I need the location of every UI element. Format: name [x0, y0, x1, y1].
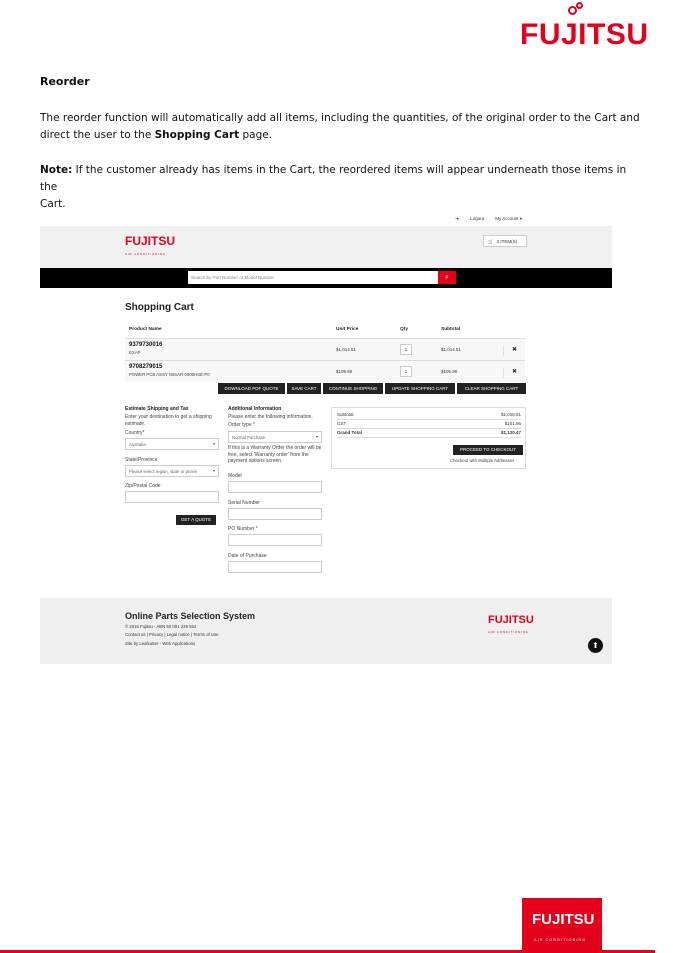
- row-subtotal: $1,014.51: [441, 347, 462, 352]
- page-footer-logo-tagline: AIR CONDITIONING: [534, 937, 587, 942]
- zip-input[interactable]: [125, 491, 219, 503]
- date-input[interactable]: [228, 561, 322, 573]
- site-logo[interactable]: FUJITSU: [125, 234, 176, 248]
- arrow-up-icon: ⬆: [592, 641, 599, 650]
- product-code[interactable]: 9708279015: [129, 364, 163, 370]
- search-icon: ⌕: [445, 274, 449, 281]
- qty-input[interactable]: 1: [400, 366, 412, 377]
- po-input[interactable]: [228, 534, 322, 546]
- proceed-to-checkout-button[interactable]: PROCEED TO CHECKOUT: [453, 445, 523, 455]
- product-code[interactable]: 9379730016: [129, 342, 163, 348]
- shipping-title: Estimate Shipping and Tax: [125, 406, 189, 412]
- site-logo-tagline: AIR CONDITIONING: [125, 252, 166, 256]
- po-label: PO Number *: [228, 526, 258, 532]
- product-desc: POWER PCB ASSY N0SAR-0900HSE-P0: [129, 372, 210, 377]
- product-desc: EXAP: [129, 350, 141, 355]
- logo-ring-icon: [576, 2, 583, 9]
- warranty-note: If this is a Warranty Order the order will be free, select 'Warranty order' from the payment options screen.: [228, 445, 322, 464]
- state-label: State/Province: [125, 457, 158, 463]
- serial-label: Serial Number: [228, 500, 260, 506]
- update-cart-button[interactable]: UPDATE SHOPPING CART: [385, 383, 455, 394]
- footer-title: Online Parts Selection System: [125, 611, 256, 621]
- site-footer: [40, 598, 612, 664]
- col-header-product: Product Name: [129, 327, 162, 332]
- state-select[interactable]: Please select region, state or provin ▾: [125, 465, 219, 477]
- search-input[interactable]: Search by Part Number or Model Number: [188, 271, 438, 284]
- footer-logo: FUJITSU: [488, 614, 534, 626]
- page-footer-logo: [522, 898, 602, 950]
- top-account-bar: [40, 210, 612, 226]
- country-select[interactable]: Australia ▾: [125, 438, 219, 450]
- reorder-description: The reorder function will automatically add all items, including the quantities, of the original order to the Cart and direct the user to the Shopping Cart page.: [40, 112, 640, 141]
- zip-label: Zip/Postal Code: [125, 483, 161, 489]
- remove-item-icon[interactable]: ✖: [503, 346, 525, 356]
- logo-wordmark: FUJITSU: [520, 18, 649, 51]
- shipping-intro: Enter your destination to get a shipping estimate.: [125, 414, 212, 427]
- note-paragraph: Note: If the customer already has items in the Cart, the reordered items will appear underneath those items in the Cart.: [40, 164, 627, 210]
- continue-shopping-button[interactable]: CONTINUE SHOPPING: [323, 383, 383, 394]
- gst-row: GST $101.96: [337, 421, 521, 429]
- save-cart-button[interactable]: SAVE CART: [287, 383, 321, 394]
- col-header-subtotal: Subtotal: [441, 327, 461, 332]
- logout-link[interactable]: ➜ Logout: [455, 216, 484, 221]
- footer-links[interactable]: Contact us | Privacy | Legal notice | Terms of Use: [125, 632, 219, 637]
- remove-item-icon[interactable]: ✖: [503, 368, 525, 378]
- additional-info-title: Additional Information: [228, 406, 282, 412]
- date-label: Date of Purchase: [228, 553, 267, 559]
- search-bar: [40, 268, 612, 288]
- additional-info-intro: Please enter the following information.: [228, 414, 313, 420]
- col-header-unit-price: Unit Price: [336, 327, 359, 332]
- page-title: Shopping Cart: [125, 302, 194, 313]
- page-footer-logo-wordmark: FUJITSU: [532, 911, 595, 928]
- chevron-down-icon: ▾: [212, 468, 215, 473]
- multi-address-link[interactable]: Checkout with Multiple Addresses: [450, 458, 515, 463]
- back-to-top-button[interactable]: [588, 638, 603, 653]
- order-type-select[interactable]: Normal Purchase ▾: [228, 431, 322, 443]
- cart-button[interactable]: 🛒 2 ITEM(S): [483, 235, 527, 247]
- section-heading: Reorder: [40, 75, 90, 88]
- chevron-down-icon: ▾: [315, 434, 318, 439]
- subtotal-row: Subtotal $1,018.51: [337, 412, 521, 420]
- footer-credit[interactable]: Site by Leafcutter - Web Applications: [125, 641, 196, 646]
- row-subtotal: $105.90: [441, 369, 458, 374]
- clear-cart-button[interactable]: CLEAR SHOPPING CART: [457, 383, 526, 394]
- unit-price: $1,014.51: [336, 347, 357, 352]
- country-label: Country*: [125, 430, 145, 436]
- footer-logo-tagline: AIR CONDITIONING: [488, 630, 529, 634]
- chevron-down-icon: ▾: [212, 441, 215, 446]
- download-pdf-quote-button[interactable]: DOWNLOAD PDF QUOTE: [218, 383, 285, 394]
- totals-panel: [331, 407, 526, 469]
- fujitsu-logo: [520, 2, 649, 62]
- serial-input[interactable]: [228, 508, 322, 520]
- grand-total-row: Grand Total $1,120.47: [337, 430, 521, 438]
- footer-copyright: © 2016 Fujitsu - ABN 50 001 229 554: [125, 624, 197, 629]
- col-header-qty: Qty: [400, 327, 408, 332]
- table-row: [125, 360, 525, 382]
- qty-input[interactable]: 1: [400, 344, 412, 355]
- order-type-label: Order type *: [228, 422, 255, 428]
- get-quote-button[interactable]: GET A QUOTE: [176, 515, 216, 525]
- model-label: Model: [228, 473, 242, 479]
- cart-icon: 🛒: [488, 239, 494, 244]
- model-input[interactable]: [228, 481, 322, 493]
- shopping-cart-screenshot: [40, 210, 612, 665]
- site-header: [40, 226, 612, 268]
- my-account-link[interactable]: My Account ▾: [495, 216, 522, 221]
- unit-price: $105.90: [336, 369, 353, 374]
- search-button[interactable]: [438, 271, 456, 284]
- table-row: [125, 338, 525, 360]
